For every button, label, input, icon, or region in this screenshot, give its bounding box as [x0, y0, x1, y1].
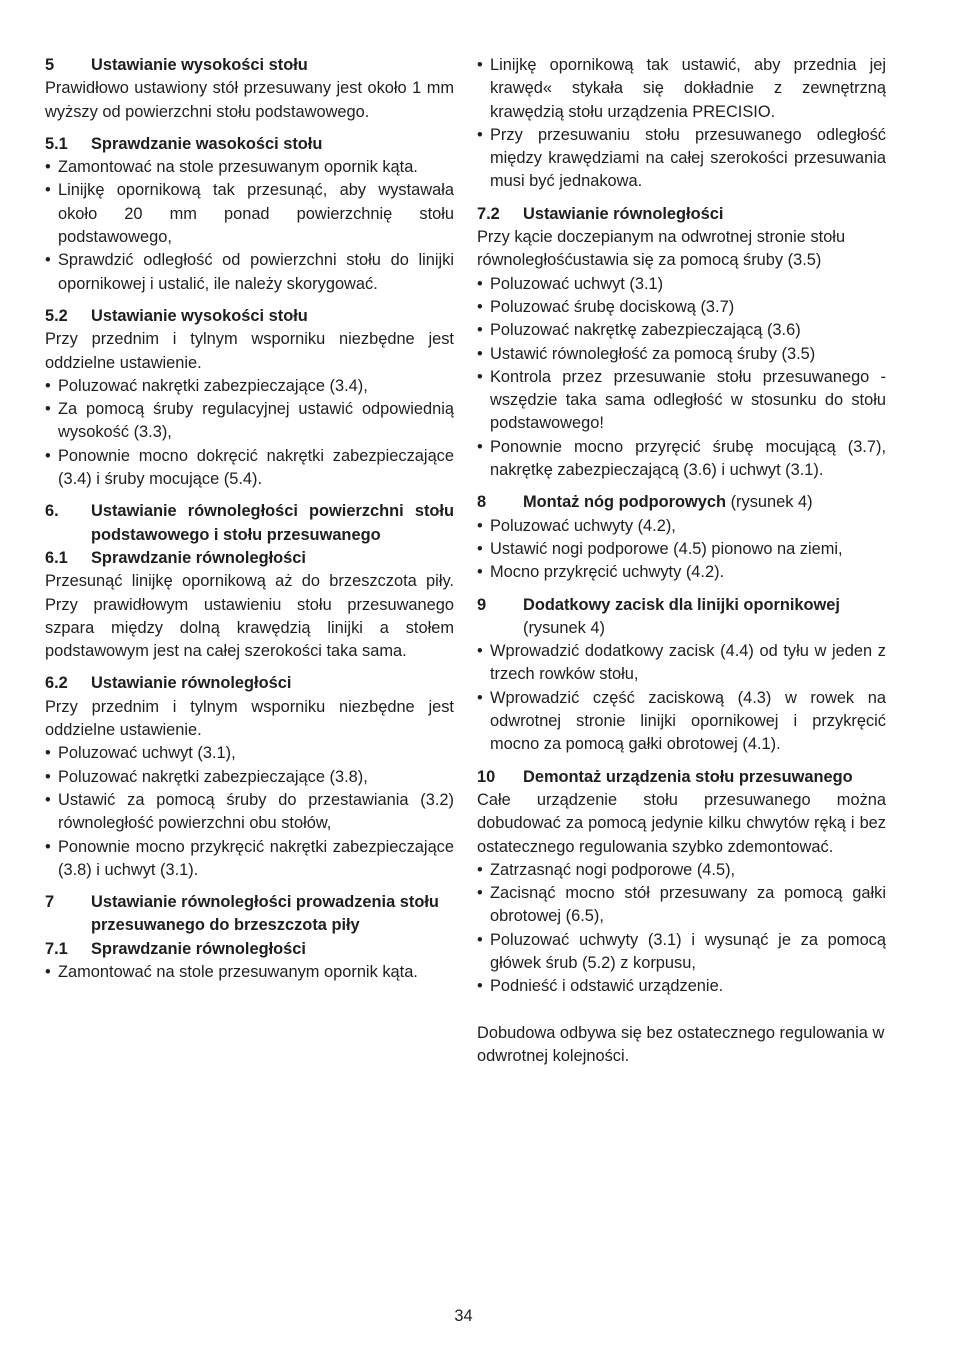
- section-9-heading: [477, 594, 886, 641]
- section-10-closing: Dobudowa odbywa się bez ostatecznego regulowania w odwrotnej kolejności.: [477, 1023, 885, 1065]
- list-item: • Wprowadzić część zaciskową (4.3) w rowek na odwrotnej stronie linijki opornikowej i przykręcić mocno za pomocą gałki obrotowej (4.1).: [477, 687, 886, 757]
- section-number: 10: [477, 767, 496, 786]
- section-title: Montaż nóg podporowych: [523, 493, 727, 512]
- section-5-2-paragraph: Przy przednim i tylnym wsporniku niezbędne jest oddzielne ustawienie.: [45, 330, 454, 372]
- section-7-1-list-continued: [477, 54, 886, 194]
- figure-reference: (rysunek 4): [523, 618, 605, 637]
- list-item: • Poluzować uchwyty (3.1) i wysunąć je za pomocą główek śrub (5.2) z korpusu,: [477, 929, 886, 976]
- list-item: • Ustawić nogi podporowe (4.5) pionowo na ziemi,: [477, 538, 886, 561]
- section-5-heading: [45, 54, 454, 77]
- section-title: Ustawianie wysokości stołu: [91, 56, 308, 74]
- section-number: 5.1: [45, 134, 68, 153]
- section-title: Ustawianie równoległości powierzchni stołu podstawowego i stołu przesuwanego: [91, 502, 454, 544]
- section-number: 5.2: [45, 306, 68, 325]
- list-item: • Poluzować uchwyt (3.1),: [45, 742, 454, 765]
- section-6-2-paragraph: Przy przednim i tylnym wsporniku niezbędne jest oddzielne ustawienie.: [45, 697, 454, 740]
- list-item: • Ustawić za pomocą śruby do przestawiania (3.2) równoległość powierzchni obu stołów,: [45, 789, 454, 836]
- list-item: • Poluzować uchwyt (3.1): [477, 273, 886, 296]
- list-item: • Zatrzasnąć nogi podporowe (4.5),: [477, 859, 886, 882]
- left-column: [45, 54, 454, 984]
- section-6-1-heading: [45, 547, 454, 570]
- section-7-1-heading: [45, 938, 454, 961]
- list-item: • Ponownie mocno dokręcić nakrętki zabezpieczające (3.4) i śruby mocujące (5.4).: [45, 445, 454, 492]
- section-title: Dodatkowy zacisk dla linijki opornikowej: [523, 595, 840, 614]
- list-item: • Sprawdzić odległość od powierzchni stołu do linijki opornikowej i ustalić, ile należy skorygować.: [45, 249, 454, 296]
- section-number: 6.: [45, 502, 59, 521]
- section-5-1-heading: [45, 133, 454, 156]
- section-10-list: [477, 859, 886, 999]
- section-title: Ustawianie równoległości: [91, 674, 292, 693]
- section-title: Ustawianie równoległości: [523, 204, 724, 223]
- section-7-heading: [45, 891, 454, 938]
- list-item: • Poluzować uchwyty (4.2),: [477, 515, 886, 538]
- list-item: • Poluzować nakrętki zabezpieczające (3.4),: [45, 375, 454, 398]
- list-item: • Zacisnąć mocno stół przesuwany za pomocą gałki obrotowej (6.5),: [477, 882, 886, 929]
- section-5-2-heading: [45, 305, 454, 328]
- list-item: • Wprowadzić dodatkowy zacisk (4.4) od tyłu w jeden z trzech rowków stołu,: [477, 640, 886, 687]
- section-6-2-list: [45, 742, 454, 882]
- section-6-heading: [45, 500, 454, 547]
- section-7-2-heading: [477, 203, 886, 226]
- section-7-2-paragraph: Przy kącie doczepianym na odwrotnej stronie stołu równoległośćustawia się za pomocą śruby (3.5): [477, 228, 846, 270]
- list-item: • Linijkę opornikową tak przesunąć, aby wystawała około 20 mm ponad powierzchnię stołu podstawowego,: [45, 179, 454, 249]
- list-item: • Poluzować nakrętkę zabezpieczającą (3.6): [477, 319, 886, 342]
- section-10-heading: [477, 766, 886, 789]
- section-6-1-paragraph: Przesunąć linijkę opornikową aż do brzeszczota piły. Przy prawidłowym ustawieniu stołu przesuwanego szpara między dolną krawędzią linijki a stołem podstawowym jest na całej szerokości taka sama.: [45, 572, 454, 661]
- section-title: Sprawdzanie równoległości: [91, 548, 306, 567]
- section-7-2-list: [477, 273, 886, 483]
- list-item: • Mocno przykręcić uchwyty (4.2).: [477, 561, 886, 584]
- right-column: [477, 54, 886, 1068]
- section-title: Sprawdzanie wasokości stołu: [91, 134, 323, 153]
- list-item: • Zamontować na stole przesuwanym opornik kąta.: [45, 156, 454, 179]
- section-title: Ustawianie wysokości stołu: [91, 306, 308, 325]
- section-title: Ustawianie równoległości prowadzenia stołu przesuwanego do brzeszczota piły: [91, 893, 439, 935]
- section-5-2-list: [45, 375, 454, 491]
- section-5-1-list: [45, 156, 454, 296]
- section-5-paragraph: Prawidłowo ustawiony stół przesuwany jest około 1 mm wyższy od powierzchni stołu podstawowego.: [45, 79, 454, 121]
- section-7-1-list: [45, 961, 454, 984]
- section-number: 9: [477, 595, 487, 614]
- list-item: • Podnieść i odstawić urządzenie.: [477, 975, 886, 998]
- figure-reference: (rysunek 4): [726, 493, 813, 512]
- section-number: 5: [45, 56, 55, 74]
- section-number: 6.2: [45, 674, 68, 693]
- list-item: • Zamontować na stole przesuwanym opornik kąta.: [45, 961, 454, 984]
- section-number: 8: [477, 493, 487, 512]
- section-8-heading: [477, 491, 886, 514]
- list-item: • Poluzować śrubę dociskową (3.7): [477, 296, 886, 319]
- list-item: • Ponownie mocno przyręcić śrubę mocującą (3.7), nakrętkę zabezpieczającą (3.6) i uchwyt (3.1).: [477, 436, 886, 483]
- list-item: • Ponownie mocno przykręcić nakrętki zabezpieczające (3.8) i uchwyt (3.1).: [45, 836, 454, 883]
- section-8-list: [477, 515, 886, 585]
- section-number: 7.1: [45, 939, 68, 958]
- section-number: 7: [45, 893, 55, 912]
- section-10-paragraph: Całe urządzenie stołu przesuwanego można dobudować za pomocą jedynie kilku chwytów ręką i bez ostatecznego regulowania szybko zdemontować.: [477, 790, 886, 856]
- section-title: Demontaż urządzenia stołu przesuwanego: [523, 767, 853, 786]
- section-6-2-heading: [45, 672, 454, 695]
- section-number: 7.2: [477, 204, 500, 223]
- list-item: • Ustawić równoległość za pomocą śruby (3.5): [477, 343, 886, 366]
- list-item: • Za pomocą śruby regulacyjnej ustawić odpowiednią wysokość (3.3),: [45, 398, 454, 445]
- list-item: • Przy przesuwaniu stołu przesuwanego odległość między krawędziami na całej szerokości przesuwania musi być jednakowa.: [477, 124, 886, 194]
- page-number: 34: [454, 1307, 473, 1325]
- section-number: 6.1: [45, 548, 68, 567]
- list-item: • Kontrola przez przesuwanie stołu przesuwanego - wszędzie taka sama odległość w stosunku do stołu podstawowego!: [477, 366, 886, 436]
- list-item: • Linijkę opornikową tak ustawić, aby przednia jej krawęd« stykała się dokładnie z zewnętrzną krawędzią stołu urządzenia PRECISIO.: [477, 54, 886, 124]
- section-9-list: [477, 640, 886, 756]
- list-item: • Poluzować nakrętki zabezpieczające (3.8),: [45, 766, 454, 789]
- section-title: Sprawdzanie równoległości: [91, 939, 306, 958]
